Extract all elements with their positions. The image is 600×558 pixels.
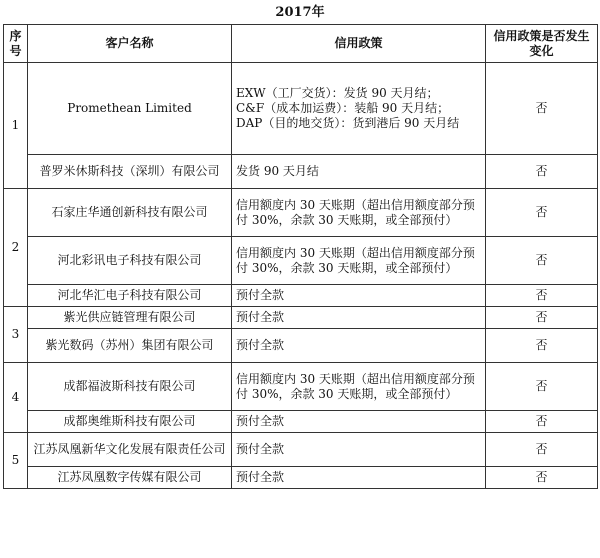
policy-line: 预付全款 bbox=[236, 338, 285, 352]
table-row bbox=[4, 155, 598, 189]
policy-change-flag: 否 bbox=[486, 411, 598, 433]
customer-name: 江苏凤凰新华文化发展有限责任公司 bbox=[28, 433, 232, 467]
credit-policy bbox=[232, 63, 486, 155]
header-no: 序号 bbox=[4, 25, 28, 63]
table-row bbox=[4, 307, 598, 329]
group-number: 1 bbox=[4, 63, 28, 189]
table-row bbox=[4, 329, 598, 363]
credit-policy bbox=[232, 329, 486, 363]
table-row bbox=[4, 189, 598, 237]
customer-name: Promethean Limited bbox=[28, 63, 232, 155]
policy-change-flag: 否 bbox=[486, 363, 598, 411]
customer-name: 江苏凤凰数字传媒有限公司 bbox=[28, 467, 232, 489]
policy-change-flag: 否 bbox=[486, 63, 598, 155]
customer-name: 普罗米休斯科技（深圳）有限公司 bbox=[28, 155, 232, 189]
policy-change-flag: 否 bbox=[486, 329, 598, 363]
group-number: 3 bbox=[4, 307, 28, 363]
policy-change-flag: 否 bbox=[486, 237, 598, 285]
table-row bbox=[4, 285, 598, 307]
credit-policy bbox=[232, 307, 486, 329]
credit-policy bbox=[232, 285, 486, 307]
policy-line: 预付全款 bbox=[236, 310, 285, 324]
table-row bbox=[4, 467, 598, 489]
policy-change-flag: 否 bbox=[486, 285, 598, 307]
group-number: 5 bbox=[4, 433, 28, 489]
table-row bbox=[4, 363, 598, 411]
table-row bbox=[4, 411, 598, 433]
credit-policy bbox=[232, 411, 486, 433]
policy-line: DAP（目的地交货）：货到港后 90 天月结 bbox=[236, 116, 460, 130]
credit-policy bbox=[232, 237, 486, 285]
table-row bbox=[4, 237, 598, 285]
header-credit-policy: 信用政策 bbox=[232, 25, 486, 63]
customer-name: 河北彩讯电子科技有限公司 bbox=[28, 237, 232, 285]
customer-name: 紫光数码（苏州）集团有限公司 bbox=[28, 329, 232, 363]
credit-policy bbox=[232, 433, 486, 467]
credit-policy bbox=[232, 189, 486, 237]
policy-line: 信用额度内 30 天账期（超出信用额度部分预付 30%，余款 30 天账期，或全部预付） bbox=[236, 245, 475, 275]
group-number: 2 bbox=[4, 189, 28, 307]
credit-policy bbox=[232, 467, 486, 489]
credit-policy bbox=[232, 363, 486, 411]
table-row bbox=[4, 433, 598, 467]
policy-line: 发货 90 天月结 bbox=[236, 164, 319, 178]
credit-policy bbox=[232, 155, 486, 189]
policy-line: 预付全款 bbox=[236, 442, 285, 456]
table-row bbox=[4, 63, 598, 155]
customer-name: 成都福波斯科技有限公司 bbox=[28, 363, 232, 411]
policy-change-flag: 否 bbox=[486, 433, 598, 467]
policy-change-flag: 否 bbox=[486, 189, 598, 237]
header-customer-name: 客户名称 bbox=[28, 25, 232, 63]
policy-line: 信用额度内 30 天账期（超出信用额度部分预付 30%，余款 30 天账期，或全部预付） bbox=[236, 371, 475, 401]
policy-line: 信用额度内 30 天账期（超出信用额度部分预付 30%，余款 30 天账期，或全部预付） bbox=[236, 197, 475, 227]
policy-line: EXW（工厂交货）：发货 90 天月结； bbox=[236, 86, 439, 100]
policy-change-flag: 否 bbox=[486, 467, 598, 489]
credit-policy-table bbox=[3, 24, 598, 489]
policy-line: 预付全款 bbox=[236, 470, 285, 484]
page-title: 2017年 bbox=[275, 5, 325, 20]
policy-change-flag: 否 bbox=[486, 155, 598, 189]
policy-line: C&F（成本加运费）：装船 90 天月结； bbox=[236, 101, 450, 115]
customer-name: 紫光供应链管理有限公司 bbox=[28, 307, 232, 329]
table-body bbox=[4, 63, 598, 489]
group-number: 4 bbox=[4, 363, 28, 433]
customer-name: 河北华汇电子科技有限公司 bbox=[28, 285, 232, 307]
policy-line: 预付全款 bbox=[236, 288, 285, 302]
customer-name: 石家庄华通创新科技有限公司 bbox=[28, 189, 232, 237]
policy-change-flag: 否 bbox=[486, 307, 598, 329]
policy-line: 预付全款 bbox=[236, 414, 285, 428]
table-header-row bbox=[4, 25, 598, 63]
customer-name: 成都奥维斯科技有限公司 bbox=[28, 411, 232, 433]
header-policy-change: 信用政策是否发生变化 bbox=[486, 25, 598, 63]
